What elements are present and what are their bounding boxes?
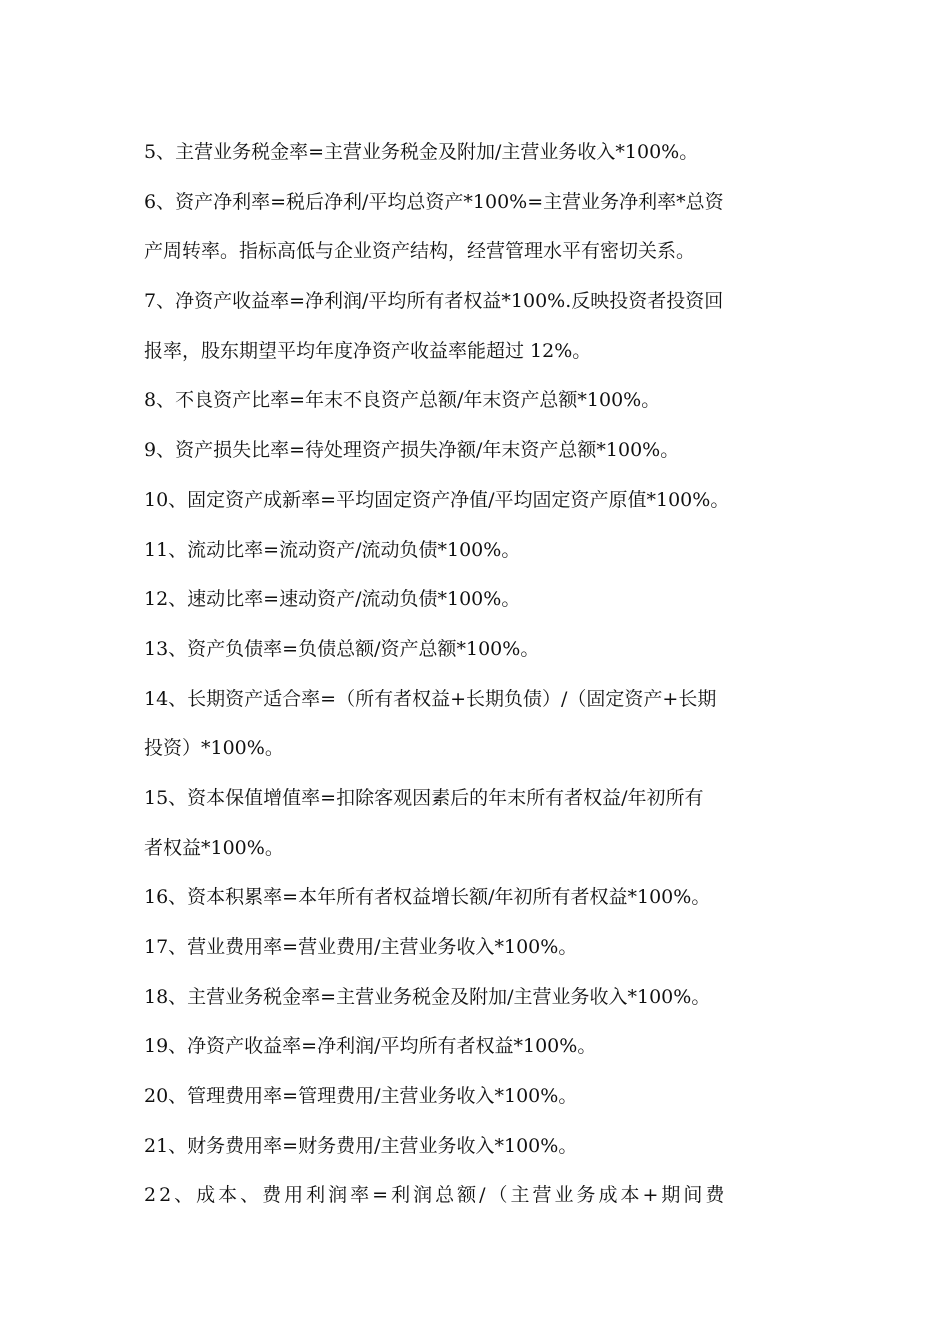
text-line-19: 19、净资产收益率=净利润/平均所有者权益*100%。: [144, 1035, 597, 1058]
text-line-16: 16、资本积累率=本年所有者权益增长额/年初所有者权益*100%。: [144, 886, 711, 909]
text-line-1: 5、主营业务税金率=主营业务税金及附加/主营业务收入*100%。: [144, 141, 699, 163]
text-line-11: 13、资产负债率=负债总额/资产总额*100%。: [144, 637, 540, 660]
text-line-10: 12、速动比率=速动资产/流动负债*100%。: [144, 588, 521, 611]
text-line-18: 18、主营业务税金率=主营业务税金及附加/主营业务收入*100%。: [144, 985, 711, 1008]
text-line-6: 8、不良资产比率=年末不良资产总额/年末资产总额*100%。: [144, 389, 661, 412]
text-line-9: 11、流动比率=流动资产/流动负债*100%。: [144, 538, 521, 561]
text-line-8: 10、固定资产成新率=平均固定资产净值/平均固定资产原值*100%。: [144, 488, 730, 511]
text-line-20: 20、管理费用率=管理费用/主营业务收入*100%。: [144, 1085, 578, 1108]
text-line-2: 6、资产净利率=税后净利/平均总资产*100%=主营业务净利率*总资: [144, 190, 724, 213]
text-line-17: 17、营业费用率=营业费用/主营业务收入*100%。: [144, 936, 578, 958]
text-line-15: 者权益*100%。: [144, 836, 284, 859]
document-body: [144, 128, 808, 1221]
text-line-13: 投资）*100%。: [144, 737, 284, 760]
text-line-21: 21、财务费用率=财务费用/主营业务收入*100%。: [144, 1134, 578, 1157]
text-line-12: 14、长期资产适合率=（所有者权益+长期负债）/（固定资产+长期: [144, 687, 717, 710]
text-line-7: 9、资产损失比率=待处理资产损失净额/年末资产总额*100%。: [144, 439, 680, 462]
text-line-4: 7、净资产收益率=净利润/平均所有者权益*100%.反映投资者投资回: [144, 290, 724, 313]
text-line-22: 22、成本、费用利润率=利润总额/（主营业务成本+期间费: [144, 1184, 728, 1207]
text-line-5: 报率，股东期望平均年度净资产收益率能超过 12%。: [144, 339, 592, 362]
text-line-14: 15、资本保值增值率=扣除客观因素后的年末所有者权益/年初所有: [144, 786, 704, 809]
text-line-3: 产周转率。指标高低与企业资产结构，经营管理水平有密切关系。: [144, 240, 696, 263]
